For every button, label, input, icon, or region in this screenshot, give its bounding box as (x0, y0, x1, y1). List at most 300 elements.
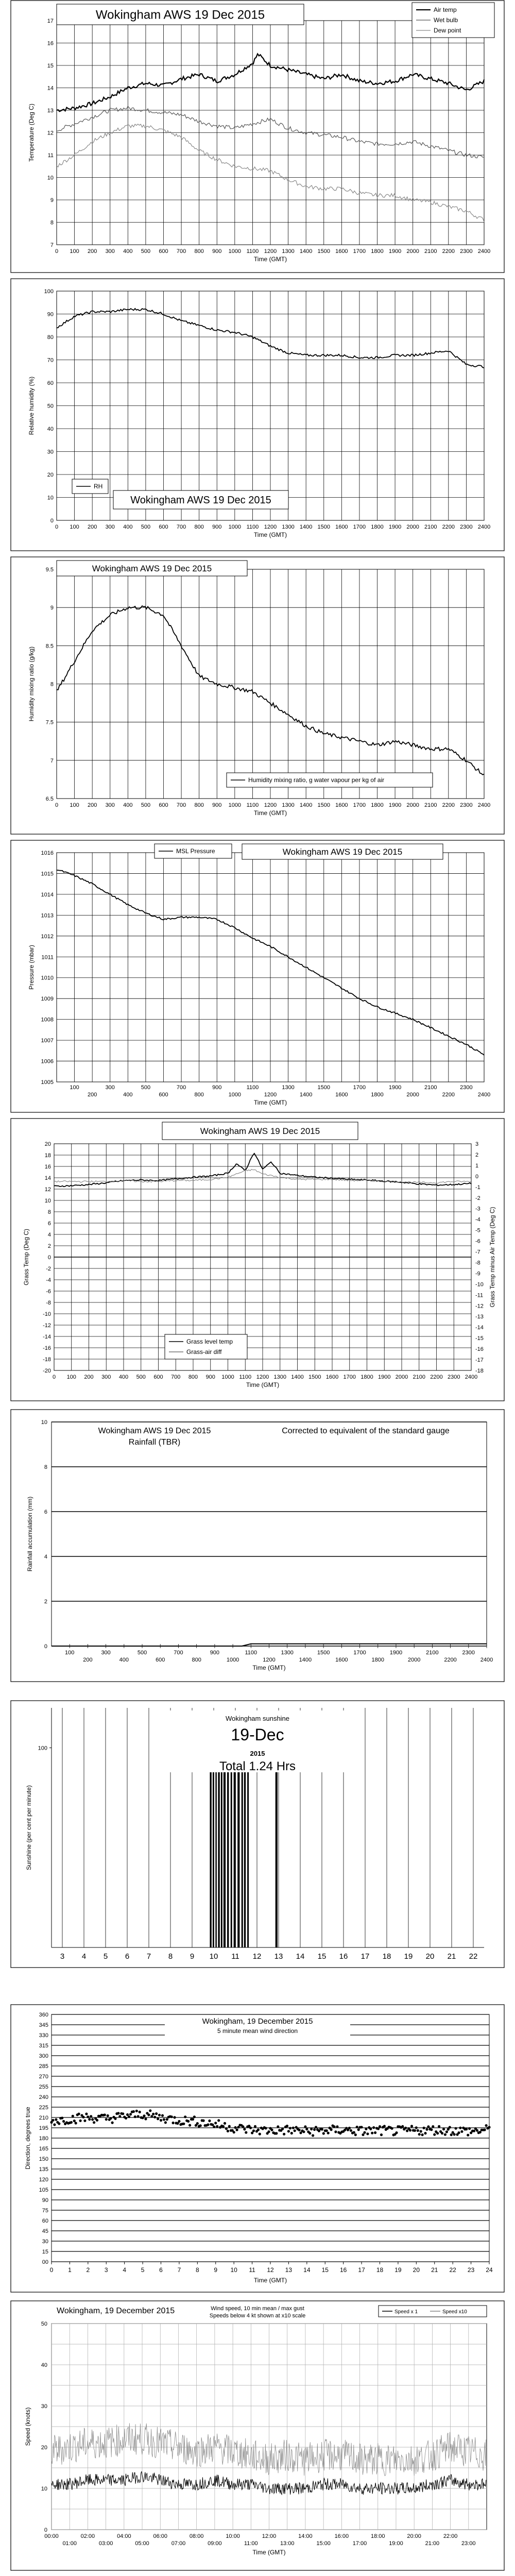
chart-subtitle: 5 minute mean wind direction (217, 2027, 298, 2035)
y-axis-tick-label: 100 (38, 1745, 47, 1752)
wind-direction-point (444, 2133, 447, 2136)
wind-direction-point (144, 2117, 147, 2120)
wind-direction-point (52, 2119, 54, 2122)
y-axis-right-tick-label: -14 (475, 1325, 484, 1331)
y-axis-label: Direction, degrees true (24, 2107, 31, 2170)
x-axis-tick-label: 1000 (228, 802, 242, 808)
x-axis-tick-label: 1000 (226, 1657, 239, 1663)
x-axis-tick-label: 10 (230, 2266, 237, 2274)
x-axis-tick-label: 200 (87, 802, 97, 808)
wind-direction-point (252, 2129, 255, 2132)
x-axis-tick-label: 2400 (477, 802, 491, 808)
y-axis-tick-label: -10 (43, 1311, 51, 1317)
temperature-chart (10, 0, 505, 273)
x-axis-tick-label: 1300 (282, 802, 295, 808)
y-axis-right-tick-label: -18 (475, 1368, 484, 1374)
y-axis-tick-label: 210 (39, 2115, 48, 2121)
y-axis-tick-label: 40 (41, 2362, 47, 2368)
x-axis-tick-label: 200 (83, 1657, 93, 1663)
x-axis-tick-label: 1500 (308, 1374, 321, 1380)
y-axis-tick-label: 240 (39, 2094, 48, 2100)
y-axis-tick-label: 16 (44, 1164, 51, 1170)
y-axis-tick-label: 1015 (41, 871, 54, 877)
y-axis-tick-label: 12 (44, 1187, 51, 1193)
x-axis-tick-label: 2200 (442, 1092, 455, 1098)
x-axis-tick-label: 1900 (388, 248, 402, 255)
y-axis-tick-label: 15 (42, 2249, 48, 2255)
wind-direction-point (53, 2123, 56, 2126)
y-axis-tick-label: 315 (39, 2043, 48, 2049)
wind-direction-point (166, 2118, 168, 2121)
chart-note: Speeds below 4 kt shown at x10 scale (209, 2313, 306, 2319)
x-axis-tick-label: 19 (394, 2266, 402, 2274)
x-axis-tick-label: 22:00 (443, 2533, 458, 2539)
wind-direction-point (196, 2122, 199, 2125)
chart-year: 2015 (250, 1750, 265, 1757)
x-axis-tick-label: 05:00 (135, 2540, 149, 2547)
wind-speed-chart-svg (10, 2300, 505, 2571)
x-axis-tick-label: 900 (212, 802, 222, 808)
x-axis-tick-label: 1900 (388, 524, 402, 530)
x-axis-tick-label: 15:00 (316, 2540, 331, 2547)
x-axis-label: Time (GMT) (252, 1664, 286, 1671)
wind-direction-point (321, 2128, 323, 2130)
wind-direction-point (417, 2129, 419, 2132)
wind-direction-point (182, 2123, 185, 2125)
x-axis-tick-label: 1500 (317, 524, 330, 530)
x-axis-tick-label: 03:00 (98, 2540, 113, 2547)
x-axis-tick-label: 300 (105, 524, 115, 530)
wind-direction-point (82, 2116, 84, 2119)
x-axis-tick-label: 1200 (264, 802, 277, 808)
wind-direction-point (188, 2124, 191, 2127)
y-axis-tick-label: 0 (47, 1255, 51, 1261)
x-axis-tick-label: 1900 (378, 1374, 391, 1380)
wind-direction-point (467, 2134, 469, 2137)
wind-direction-point (322, 2132, 325, 2134)
y-axis-tick-label: 9.5 (45, 567, 54, 573)
x-axis-tick-label: 1000 (221, 1374, 234, 1380)
y-axis-tick-label: 4 (44, 1554, 47, 1560)
y-axis-right-tick-label: 0 (475, 1173, 479, 1180)
x-axis-tick-label: 13 (285, 2266, 293, 2274)
humidity-chart (10, 278, 505, 551)
x-axis-tick-label: 1900 (388, 802, 402, 808)
grass-temp-chart (10, 1118, 505, 1401)
x-axis-tick-label: 06:00 (153, 2533, 168, 2539)
wind-direction-point (438, 2125, 440, 2128)
x-axis-tick-label: 1600 (335, 524, 348, 530)
y-axis-tick-label: -4 (46, 1277, 51, 1283)
y-axis-tick-label: 00 (42, 2259, 48, 2265)
wind-direction-point (184, 2115, 186, 2118)
wind-direction-point (312, 2134, 314, 2137)
x-axis-tick-label: 1300 (282, 248, 295, 255)
x-axis-tick-label: 2 (86, 2266, 90, 2274)
x-axis-tick-label: 1800 (360, 1374, 373, 1380)
wind-direction-point (87, 2115, 89, 2118)
x-axis-tick-label: 1100 (239, 1374, 252, 1380)
wind-direction-point (488, 2126, 490, 2128)
y-axis-tick-label: 8 (44, 1464, 47, 1470)
x-axis-tick-label: 100 (70, 524, 79, 530)
x-axis-tick-label: 900 (205, 1374, 215, 1380)
chart-title: Wokingham, 19 December 2015 (57, 2307, 175, 2315)
wind-direction-point (427, 2125, 430, 2128)
x-axis-tick-label: 17:00 (352, 2540, 367, 2547)
x-axis-tick-label: 1100 (246, 802, 259, 808)
y-axis-right-tick-label: -7 (475, 1249, 480, 1256)
rainfall-chart-svg (10, 1409, 505, 1682)
x-axis-tick-label: 9 (190, 1952, 195, 1961)
wind-direction-point (126, 2113, 129, 2116)
x-axis-tick-label: 1200 (264, 524, 277, 530)
y-axis-tick-label: 165 (39, 2146, 48, 2152)
wind-direction-point (160, 2119, 162, 2122)
x-axis-tick-label: 1100 (246, 248, 259, 255)
wind-direction-point (58, 2122, 60, 2125)
legend-entry: MSL Pressure (176, 848, 215, 855)
x-axis-tick-label: 1200 (264, 248, 277, 255)
wind-direction-point (199, 2124, 202, 2127)
sunshine-bar (234, 1748, 236, 1948)
y-axis-tick-label: 30 (41, 2403, 47, 2410)
x-axis-tick-label: 2300 (448, 1374, 460, 1380)
wind-direction-point (228, 2125, 231, 2128)
wind-direction-point (371, 2132, 373, 2134)
x-axis-tick-label: 300 (101, 1650, 111, 1656)
x-axis-tick-label: 2300 (460, 524, 473, 530)
sunshine-bar (224, 1748, 226, 1948)
x-axis-tick-label: 1500 (317, 248, 330, 255)
wind-direction-point (406, 2129, 408, 2132)
wind-direction-point (425, 2128, 428, 2131)
x-axis-tick-label: 900 (212, 1084, 222, 1091)
wind-direction-point (164, 2121, 167, 2124)
y-axis-label: Relative humidity (%) (28, 376, 35, 435)
y-axis-tick-label: 70 (47, 357, 54, 364)
wind-direction-point (187, 2120, 190, 2123)
x-axis-tick-label: 12:00 (262, 2533, 277, 2539)
x-axis-tick-label: 13 (274, 1952, 283, 1961)
x-axis-tick-label: 19 (404, 1952, 413, 1961)
x-axis-tick-label: 2100 (426, 1650, 439, 1656)
wind-direction-point (485, 2124, 488, 2127)
wind-direction-point (415, 2126, 418, 2129)
y-axis-right-tick-label: -13 (475, 1314, 484, 1320)
x-axis-tick-label: 1300 (281, 1650, 294, 1656)
x-axis-tick-label: 400 (118, 1374, 129, 1380)
y-axis-tick-label: 10 (47, 495, 54, 501)
y-axis-tick-label: 80 (47, 334, 54, 341)
x-axis-label: Time (GMT) (253, 2277, 287, 2284)
y-axis-label: Grass Temp (Deg C) (23, 1229, 30, 1285)
sunshine-bar (244, 1748, 246, 1948)
wind-direction-point (265, 2127, 267, 2129)
wind-direction-point (354, 2133, 357, 2136)
x-axis-tick-label: 600 (159, 802, 168, 808)
y-axis-tick-label: 1013 (41, 912, 54, 919)
x-axis-label: Time (GMT) (253, 809, 287, 817)
wind-direction-point (202, 2120, 205, 2122)
y-axis-tick-label: 0 (44, 2527, 47, 2533)
sunshine-bar (276, 1748, 278, 1948)
y-axis-tick-label: 0 (44, 1643, 47, 1650)
wind-direction-point (163, 2118, 165, 2121)
x-axis-tick-label: 2000 (406, 802, 419, 808)
wind-direction-point (369, 2128, 372, 2130)
pressure-chart (10, 840, 505, 1113)
sunshine-bar (210, 1748, 211, 1948)
x-axis-tick-label: 600 (159, 1092, 168, 1098)
x-axis-tick-label: 400 (119, 1657, 129, 1663)
y-axis-tick-label: -2 (46, 1266, 51, 1272)
x-axis-tick-label: 12 (267, 2266, 274, 2274)
x-axis-tick-label: 200 (87, 524, 97, 530)
wind-direction-point (460, 2130, 463, 2133)
y-axis-right-tick-label: -2 (475, 1195, 480, 1201)
wind-direction-point (476, 2129, 478, 2132)
x-axis-tick-label: 16 (339, 1952, 348, 1961)
wind-direction-point (152, 2113, 154, 2115)
x-axis-tick-label: 1000 (228, 524, 242, 530)
x-axis-tick-label: 8 (195, 2266, 199, 2274)
wind-direction-point (193, 2115, 196, 2118)
x-axis-tick-label: 2400 (477, 248, 491, 255)
wind-direction-point (107, 2114, 109, 2117)
x-axis-label: Time (GMT) (253, 531, 287, 538)
y-axis-tick-label: -6 (46, 1289, 51, 1295)
x-axis-tick-label: 500 (141, 524, 151, 530)
wind-direction-point (298, 2129, 301, 2131)
y-axis-tick-label: 0 (50, 518, 54, 524)
x-axis-tick-label: 0 (55, 248, 59, 255)
wind-direction-point (93, 2121, 95, 2124)
y-axis-tick-label: 4 (47, 1232, 51, 1238)
x-axis-tick-label: 1300 (273, 1374, 286, 1380)
sunshine-bar (215, 1748, 217, 1948)
wind-direction-point (449, 2126, 451, 2128)
x-axis-tick-label: 04:00 (117, 2533, 131, 2539)
y-axis-tick-label: 90 (42, 2197, 48, 2204)
x-axis-tick-label: 18 (382, 1952, 391, 1961)
wind-direction-point (418, 2133, 421, 2136)
y-axis-right-tick-label: -3 (475, 1206, 480, 1212)
y-axis-tick-label: 150 (39, 2156, 48, 2162)
x-axis-tick-label: 1000 (228, 1092, 242, 1098)
wind-direction-point (436, 2132, 439, 2134)
x-axis-tick-label: 15 (317, 1952, 327, 1961)
wind-direction-point (484, 2128, 486, 2131)
x-axis-tick-label: 400 (123, 248, 133, 255)
wind-direction-point (304, 2125, 306, 2128)
y-axis-right-tick-label: -16 (475, 1346, 484, 1353)
y-axis-tick-label: 9 (50, 605, 54, 612)
wind-direction-point (459, 2127, 461, 2129)
sunshine-bar (237, 1748, 239, 1948)
sunshine-bar (242, 1748, 243, 1948)
y-axis-tick-label: 300 (39, 2053, 48, 2059)
wind-direction-point (224, 2122, 226, 2125)
chart-title: Wokingham AWS 19 Dec 2015 (282, 846, 403, 857)
x-axis-tick-label: 200 (87, 248, 97, 255)
x-axis-tick-label: 1200 (256, 1374, 269, 1380)
x-axis-tick-label: 09:00 (208, 2540, 222, 2547)
legend-entry: Grass level temp (186, 1338, 233, 1345)
mixing-ratio-chart-svg (10, 556, 505, 835)
x-axis-tick-label: 23:00 (461, 2540, 476, 2547)
x-axis-tick-label: 2000 (406, 1092, 419, 1098)
x-axis-tick-label: 600 (156, 1657, 165, 1663)
y-axis-tick-label: 60 (42, 2218, 48, 2224)
y-axis-tick-label: 100 (44, 289, 54, 295)
y-axis-tick-label: -16 (43, 1345, 51, 1351)
x-axis-tick-label: 4 (123, 2266, 127, 2274)
wind-direction-point (348, 2127, 351, 2129)
legend-entry: Speed x 1 (394, 2309, 418, 2315)
x-axis-tick-label: 2200 (444, 1657, 457, 1663)
wind-direction-point (442, 2128, 445, 2130)
wind-direction-point (245, 2131, 247, 2134)
x-axis-tick-label: 100 (70, 1084, 79, 1091)
y-axis-tick-label: 50 (47, 403, 54, 410)
wind-direction-point (257, 2128, 260, 2131)
wind-direction-point (330, 2128, 333, 2131)
wind-direction-point (118, 2115, 121, 2117)
y-axis-tick-label: 2 (47, 1243, 51, 1249)
chart-title: Wokingham AWS 19 Dec 2015 (95, 8, 265, 22)
x-axis-tick-label: 17 (358, 2266, 365, 2274)
wind-direction-point (149, 2109, 151, 2112)
wind-direction-point (366, 2132, 369, 2135)
x-axis-tick-label: 4 (81, 1952, 87, 1961)
x-axis-tick-label: 1600 (335, 1657, 348, 1663)
x-axis-tick-label: 2400 (477, 524, 491, 530)
x-axis-tick-label: 1600 (335, 802, 348, 808)
wind-direction-point (294, 2129, 296, 2132)
x-axis-tick-label: 400 (123, 1092, 133, 1098)
x-axis-tick-label: 22 (469, 1952, 478, 1961)
wind-direction-point (414, 2129, 416, 2132)
y-axis-tick-label: 255 (39, 2084, 48, 2090)
wind-direction-point (372, 2126, 375, 2129)
x-axis-tick-label: 24 (486, 2266, 493, 2274)
y-axis-right-label: Grass Temp minus Air Temp (Deg C) (489, 1207, 496, 1308)
x-axis-tick-label: 700 (171, 1374, 181, 1380)
x-axis-tick-label: 1900 (389, 1650, 403, 1656)
wind-direction-point (270, 2129, 273, 2131)
x-axis-tick-label: 2000 (406, 524, 419, 530)
sunshine-chart-svg (10, 1700, 505, 1968)
y-axis-tick-label: 120 (39, 2177, 48, 2183)
y-axis-right-tick-label: -11 (475, 1292, 484, 1299)
wind-direction-point (423, 2127, 425, 2129)
x-axis-tick-label: 6 (159, 2266, 163, 2274)
y-axis-tick-label: 16 (47, 40, 54, 47)
wind-direction-point (432, 2125, 434, 2128)
wind-direction-point (356, 2126, 358, 2128)
wind-direction-point (424, 2132, 426, 2134)
x-axis-tick-label: 10 (209, 1952, 218, 1961)
wind-direction-point (207, 2123, 209, 2126)
wind-direction-point (135, 2110, 138, 2112)
x-axis-tick-label: 500 (141, 248, 151, 255)
x-axis-tick-label: 1700 (353, 248, 366, 255)
y-axis-tick-label: 180 (39, 2136, 48, 2142)
y-axis-right-tick-label: 1 (475, 1162, 479, 1169)
y-axis-tick-label: 45 (42, 2228, 48, 2234)
x-axis-tick-label: 2300 (460, 1084, 473, 1091)
y-axis-tick-label: 20 (44, 1141, 51, 1147)
chart-date: 19-Dec (231, 1725, 284, 1744)
y-axis-right-tick-label: -4 (475, 1216, 480, 1223)
x-axis-tick-label: 300 (105, 1084, 115, 1091)
wind-direction-point (430, 2128, 433, 2131)
x-axis-tick-label: 1400 (299, 1657, 312, 1663)
chart-title: Wokingham sunshine (225, 1715, 290, 1722)
wind-direction-point (143, 2114, 145, 2117)
sunshine-bar (213, 1748, 214, 1948)
wind-direction-point (468, 2127, 471, 2130)
x-axis-tick-label: 1100 (246, 1084, 259, 1091)
x-axis-tick-label: 300 (101, 1374, 111, 1380)
chart-title: Wokingham AWS 19 Dec 2015 (98, 1427, 211, 1435)
pressure-chart-svg (10, 840, 505, 1113)
wind-direction-point (83, 2120, 86, 2122)
wind-direction-point (333, 2125, 335, 2128)
x-axis-tick-label: 13:00 (280, 2540, 295, 2547)
legend-entry: Speed x10 (442, 2309, 467, 2315)
wind-direction-point (404, 2127, 407, 2129)
y-axis-tick-label: 8 (50, 681, 54, 688)
y-axis-right-tick-label: -17 (475, 1357, 484, 1364)
x-axis-tick-label: 200 (87, 1092, 97, 1098)
x-axis-tick-label: 600 (159, 524, 168, 530)
x-axis-tick-label: 11 (249, 2266, 255, 2274)
x-axis-tick-label: 2300 (462, 1650, 475, 1656)
wind-direction-point (302, 2130, 305, 2133)
wind-direction-point (305, 2128, 308, 2130)
x-axis-tick-label: 1700 (353, 1084, 366, 1091)
wind-direction-point (292, 2127, 295, 2129)
y-axis-tick-label: 90 (47, 311, 54, 318)
wind-direction-point (315, 2126, 317, 2128)
x-axis-tick-label: 500 (137, 1650, 147, 1656)
y-axis-tick-label: 40 (47, 426, 54, 432)
x-axis-label: Time (GMT) (252, 2549, 286, 2556)
wind-direction-point (192, 2118, 194, 2121)
wind-direction-point (362, 2133, 364, 2136)
humidity-chart-svg (10, 278, 505, 551)
wind-direction-point (117, 2112, 119, 2114)
x-axis-tick-label: 14 (303, 2266, 311, 2274)
x-axis-tick-label: 100 (66, 1374, 76, 1380)
x-axis-tick-label: 19:00 (389, 2540, 403, 2547)
x-axis-tick-label: 700 (176, 802, 186, 808)
y-axis-tick-label: 1010 (41, 975, 54, 981)
y-axis-right-tick-label: -1 (475, 1184, 480, 1191)
x-axis-tick-label: 23 (467, 2266, 475, 2274)
wind-direction-point (114, 2117, 116, 2120)
wind-direction-point (327, 2132, 330, 2134)
x-axis-tick-label: 2100 (424, 524, 437, 530)
x-axis-tick-label: 5 (141, 2266, 145, 2274)
wind-direction-point (421, 2133, 424, 2136)
y-axis-tick-label: 8 (50, 219, 54, 226)
y-axis-tick-label: 10 (44, 1198, 51, 1204)
y-axis-tick-label: 18 (44, 1153, 51, 1159)
wind-direction-point (380, 2133, 383, 2136)
